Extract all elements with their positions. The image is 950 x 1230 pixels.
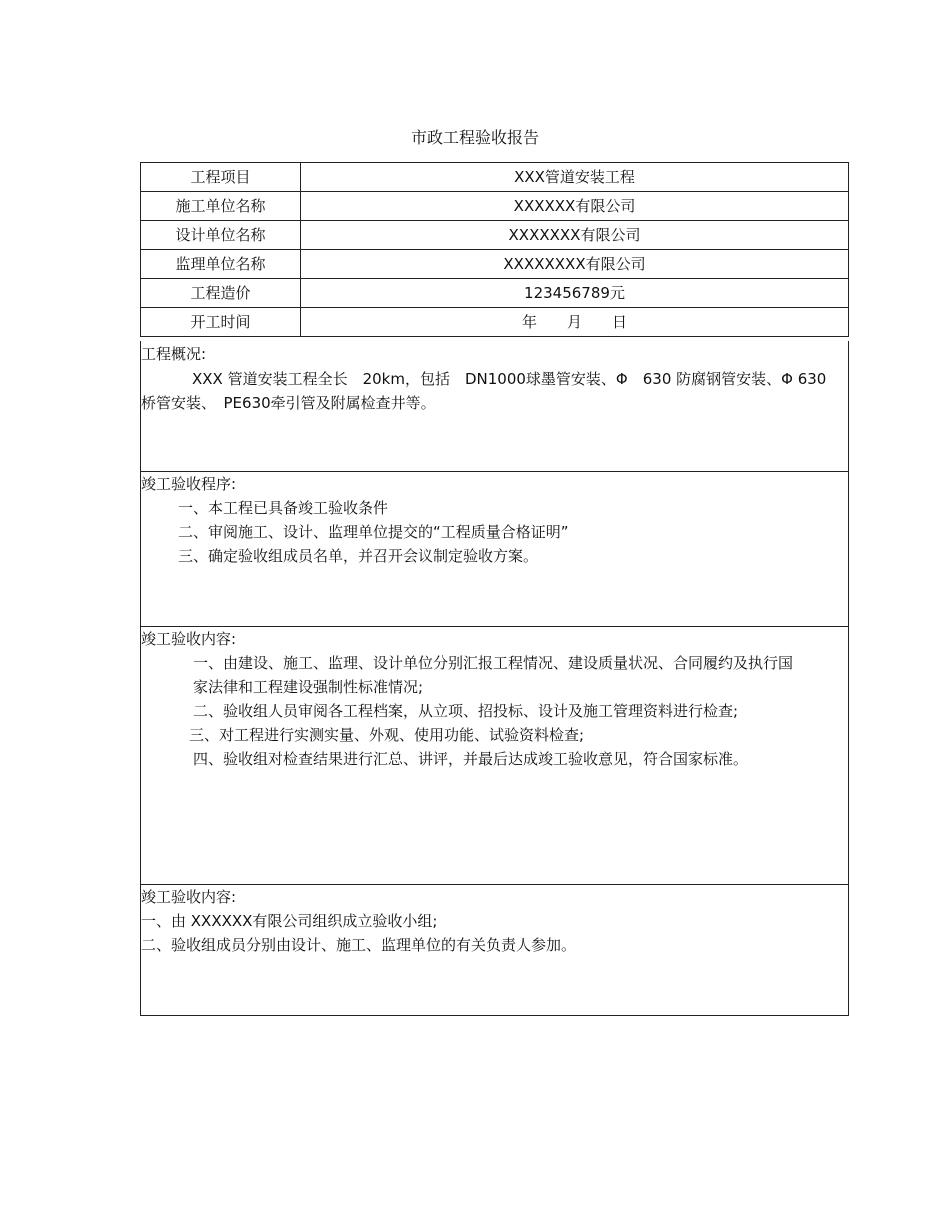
- list-item: 三、对工程进行实测实量、外观、使用功能、试验资料检查;: [189, 726, 585, 744]
- row-label: 施工单位名称: [141, 192, 301, 221]
- section-heading: 竣工验收程序:: [141, 475, 237, 493]
- list-item: 四、验收组对检查结果进行汇总、讲评，并最后达成竣工验收意见，符合国家标准。: [193, 750, 749, 768]
- table-row: [141, 279, 849, 308]
- row-value: 年 月 日: [301, 308, 849, 337]
- procedure-section: [140, 471, 849, 627]
- table-row: [141, 221, 849, 250]
- table-row: [141, 192, 849, 221]
- row-value: XXXXXXX有限公司: [301, 221, 849, 250]
- acceptance-content-section-2: [140, 884, 849, 1016]
- project-info-table: [140, 162, 849, 337]
- row-value: 123456789元: [301, 279, 849, 308]
- acceptance-content-section: [140, 626, 849, 885]
- list-item: 三、确定验收组成员名单，并召开会议制定验收方案。: [178, 547, 539, 565]
- overview-section: [140, 341, 849, 472]
- list-item: 一、由 XXXXXX有限公司组织成立验收小组;: [141, 912, 438, 930]
- list-item: 一、由建设、施工、监理、设计单位分别汇报工程情况、建设质量状况、合同履约及执行国家法律和工程建设强制性标准情况;: [193, 654, 794, 696]
- list-item: 二、审阅施工、设计、监理单位提交的“工程质量合格证明”: [178, 523, 569, 541]
- row-label: 设计单位名称: [141, 221, 301, 250]
- row-value: XXXXXXXX有限公司: [301, 250, 849, 279]
- list-item: 二、验收组成员分别由设计、施工、监理单位的有关负责人参加。: [141, 936, 577, 954]
- table-row: [141, 308, 849, 337]
- row-value: XXX管道安装工程: [301, 163, 849, 192]
- row-value: XXXXXX有限公司: [301, 192, 849, 221]
- list-item: 一、本工程已具备竣工验收条件: [178, 499, 389, 517]
- table-row: [141, 163, 849, 192]
- overview-text: XXX 管道安装工程全长 20km，包括 DN1000球墨管安装、Φ 630 防腐钢管安装、Φ 630 桥管安装、 PE630牵引管及附属检查井等。: [141, 370, 827, 412]
- row-label: 工程项目: [141, 163, 301, 192]
- row-label: 监理单位名称: [141, 250, 301, 279]
- report-title: 市政工程验收报告: [410, 128, 539, 147]
- section-heading: 竣工验收内容:: [141, 630, 237, 648]
- section-heading: 竣工验收内容:: [141, 888, 237, 906]
- list-item: 二、验收组人员审阅各工程档案，从立项、招投标、设计及施工管理资料进行检查;: [193, 702, 739, 720]
- table-row: [141, 250, 849, 279]
- row-label: 工程造价: [141, 279, 301, 308]
- row-label: 开工时间: [141, 308, 301, 337]
- section-heading: 工程概况:: [141, 345, 207, 363]
